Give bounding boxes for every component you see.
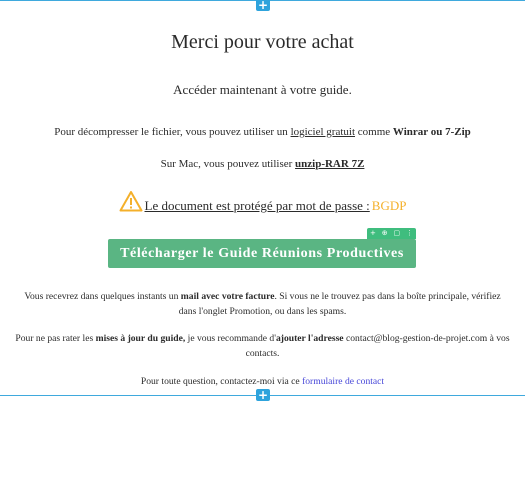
mac-paragraph xyxy=(0,158,525,170)
contact-paragraph xyxy=(0,374,525,389)
more-icon[interactable]: ⋮ xyxy=(406,229,414,237)
plus-icon[interactable]: + xyxy=(257,0,269,12)
element-toolbar xyxy=(367,228,416,239)
unzip-text: Pour décompresser le fichier, vous pouvez utiliser un xyxy=(54,126,291,138)
warning-icon xyxy=(119,190,143,212)
updates-bold-address: ajouter l'adresse xyxy=(275,333,344,344)
contact-text: Pour toute question, contactez-moi via ce xyxy=(140,376,303,387)
page-title: Merci pour votre achat xyxy=(171,31,354,53)
email-info-bold: mail avec votre facture xyxy=(180,291,275,302)
updates-email: contact@blog-gestion-de-projet.com à vos contacts. xyxy=(245,333,510,359)
updates-bold: mises à jour du guide, xyxy=(95,333,186,344)
updates-text: Pour ne pas rater les xyxy=(15,333,96,344)
plus-icon[interactable]: + xyxy=(257,388,269,402)
password-notice xyxy=(0,192,525,214)
mac-text: Sur Mac, vous pouvez utiliser xyxy=(160,158,296,170)
updates-paragraph xyxy=(14,331,511,361)
mac-app-link[interactable]: unzip-RAR 7Z xyxy=(295,158,365,170)
delete-icon[interactable]: ▢ xyxy=(393,229,401,237)
updates-middle: je vous recommande d' xyxy=(185,333,276,344)
password-value: BGDP xyxy=(371,198,407,213)
unzip-apps: Winrar ou 7-Zip xyxy=(392,126,471,138)
move-icon[interactable]: + xyxy=(369,229,376,237)
duplicate-icon[interactable]: ⊕ xyxy=(381,229,388,237)
password-label: Le document est protégé par mot de passe : xyxy=(144,198,370,213)
download-guide-button[interactable]: Télécharger le Guide Réunions Productives xyxy=(108,239,416,268)
page-subtitle: Accéder maintenant à votre guide. xyxy=(173,82,352,97)
contact-form-link[interactable]: formulaire de contact xyxy=(302,376,385,387)
unzip-middle-text: comme xyxy=(355,126,393,138)
email-info-rest: . Si vous ne le trouvez pas dans la boîte principale, vérifiez dans l'onglet Promotion, ou dans les spams. xyxy=(178,291,501,317)
free-software-link[interactable]: logiciel gratuit xyxy=(290,126,356,138)
email-info-text: Vous recevrez dans quelques instants un xyxy=(24,291,181,302)
unzip-paragraph xyxy=(0,126,525,138)
email-info-paragraph xyxy=(24,289,501,319)
